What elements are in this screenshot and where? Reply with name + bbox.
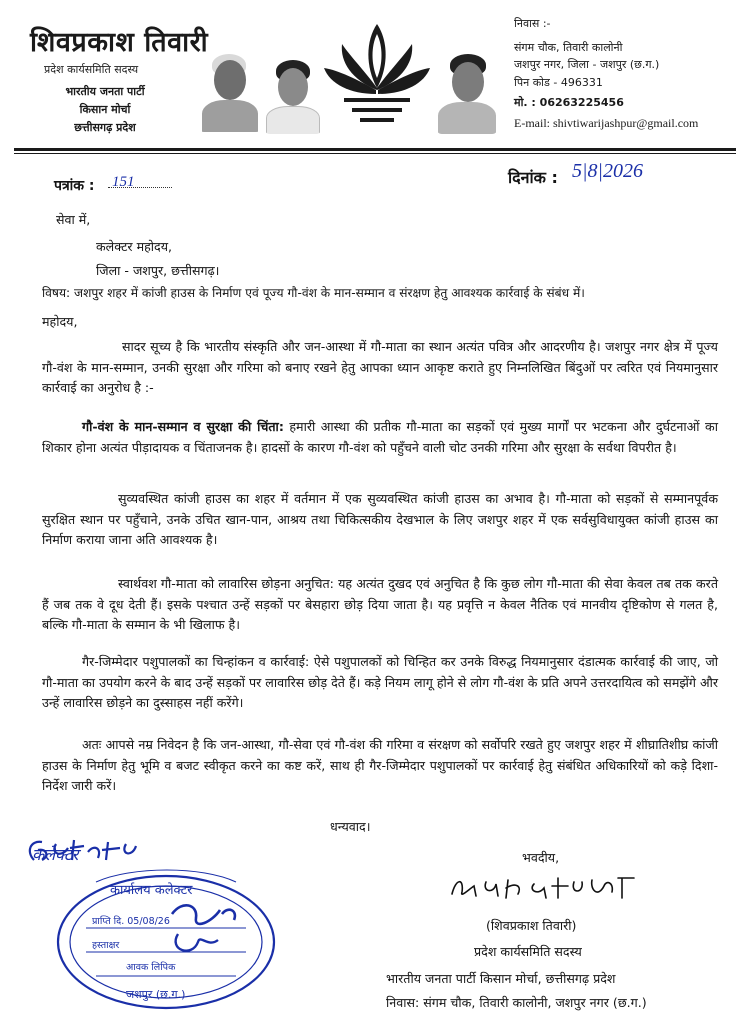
portrait-photo [436, 50, 498, 134]
yours-faithfully: भवदीय, [522, 850, 560, 865]
thanks: धन्यवाद। [330, 819, 371, 834]
mobile-number: मो. : 06263225456 [514, 96, 624, 109]
address-line-1: संगम चौक, तिवारी कालोनी [514, 41, 623, 54]
svg-text:प्राप्ति दि. 05/08/26: प्राप्ति दि. 05/08/26 [92, 916, 170, 927]
greeting: महोदय, [42, 314, 78, 329]
signatory-address: निवास: संगम चौक, तिवारी कालोनी, जशपुर नगर (छ.ग.) [386, 995, 647, 1010]
portrait-photo [198, 44, 262, 132]
ref-dotted-line [108, 187, 172, 188]
email-address: E-mail: shivtiwarijashpur@gmail.com [514, 116, 699, 130]
signatory-designation: प्रदेश कार्यसमिति सदस्य [474, 944, 582, 959]
address-heading: निवास :- [514, 17, 551, 30]
signatory-organisation: भारतीय जनता पार्टी किसान मोर्चा, छत्तीसगढ़ प्रदेश [386, 971, 616, 986]
svg-text:आवक लिपिक: आवक लिपिक [126, 962, 176, 973]
org-line-3: छत्तीसगढ़ प्रदेश [74, 121, 136, 134]
paragraph-point-3 [42, 574, 718, 636]
paragraph-point-4 [42, 652, 718, 714]
date-value: 5|8|2026 [572, 160, 643, 182]
header-divider-thin [14, 153, 736, 154]
ref-number: 151 [112, 174, 135, 190]
paragraph-point-2 [42, 489, 718, 551]
svg-text:हस्ताक्षर: हस्ताक्षर [92, 940, 120, 951]
subject-line: विषय: जशपुर शहर में कांजी हाउस के निर्माण एवं पूज्य गौ-वंश के मान-सम्मान व संरक्षण हेतु आवश्यक कार्रवाई के संबंध में। [42, 286, 585, 300]
to-line: सेवा में, [56, 212, 91, 227]
point-heading: गौ-वंश के मान-सम्मान व सुरक्षा की चिंता: [82, 419, 284, 434]
portrait-photo [264, 58, 322, 134]
letterhead [0, 0, 750, 152]
org-line-1: भारतीय जनता पार्टी [65, 85, 145, 98]
paragraph-text: यह अत्यंत दुखद एवं अनुचित है कि कुछ लोग गौ-माता की सेवा केवल तब तक करते हैं जब तक वे दूध देती हैं। इसके पश्चात उन्हें सड़कों पर बेसहारा छोड़ दिया जाता है। यह प्रवृत्ति न केवल नैतिक एवं मानवीय दृष्टिकोण से गलत है, बल्कि गौ-माता के सम्मान के भी खिलाफ है। [42, 576, 718, 632]
signatory-name: (शिवप्रकाश तिवारी) [486, 918, 577, 933]
paragraph-point-1 [42, 417, 718, 458]
svg-text:कलेक्टर: कलेक्टर [32, 845, 79, 864]
paragraph-request [42, 735, 718, 797]
paragraph-text: अतः आपसे नम्र निवेदन है कि जन-आस्था, गौ-सेवा एवं गौ-वंश की गरिमा व संरक्षण को सर्वोपरि रखते हुए जशपुर शहर में शीघ्रातिशीघ्र कांजी हाउस के निर्माण हेतु भूमि व बजट स्वीकृत करने का कष्ट करें, साथ ही गैर-जिम्मेदार पशुपालकों पर कार्रवाई हेतु संबंधित अधिकारियों को कड़े दिशा-निर्देश जारी करें। [42, 737, 718, 793]
point-heading: सुव्यवस्थित कांजी हाउस का शहर में [118, 491, 289, 506]
lotus-logo-icon [318, 18, 436, 136]
org-line-2: किसान मोर्चा [79, 103, 131, 116]
address-line-2: जशपुर नगर, जिला - जशपुर (छ.ग.) [514, 58, 660, 71]
paragraph-intro [42, 337, 718, 399]
svg-text:कार्यालय कलेक्टर: कार्यालय कलेक्टर [110, 883, 193, 898]
svg-text:जशपुर (छ.ग.): जशपुर (छ.ग.) [126, 988, 186, 1001]
address-line-3: पिन कोड - 496331 [514, 76, 603, 89]
ref-label: पत्रांक : [54, 178, 95, 194]
paragraph-text: ऐसे पशुपालकों को चिन्हित कर उनके विरुद्ध नियमानुसार दंडात्मक कार्रवाई की जाए, जो गौ-माता का उपयोग करने के बाद उन्हें सड़कों पर लावारिस छोड़ देते हैं। कड़े नियम लागू होने से लोग गौ-वंश के प्रति अपने उत्तरदायित्व को समझेंगे और उन्हें लावारिस छोड़ने का दुस्साहस नहीं करेंगे। [42, 654, 718, 710]
addressee: कलेक्टर महोदय, [96, 239, 173, 254]
paragraph-text: हमारी आस्था की प्रतीक गौ-माता का सड़कों एवं मुख्य मार्गों पर भटकना और दुर्घटनाओं का शिकार होना अत्यंत पीड़ादायक व चिंताजनक है। हादसों के कारण गौ-वंश को पहुँचने वाली चोट उनकी गरिमा और सुरक्षा के सर्वथा विपरीत है। [42, 419, 718, 455]
office-receipt-stamp [22, 830, 282, 1015]
date-label: दिनांक : [508, 168, 558, 187]
paragraph-text: वर्तमान में एक सुव्यवस्थित कांजी हाउस का अभाव है। गौ-माता को सड़कों से सम्मानपूर्वक सुरक्षित स्थान पर पहुँचाने, उनके उचित खान-पान, आश्रय तथा चिकित्सकीय देखभाल के लिए जशपुर शहर में एक सर्वसुविधायुक्त कांजी हाउस का निर्माण कराया जाना अति आवश्यक है। [42, 491, 718, 547]
addressee-location: जिला - जशपुर, छत्तीसगढ़। [96, 263, 220, 278]
paragraph-text: सादर सूच्य है कि भारतीय संस्कृति और जन-आस्था में गौ-माता का स्थान अत्यंत पवित्र और आदरणीय है। जशपुर नगर क्षेत्र में पूज्य गौ-वंश के मान-सम्मान, उनकी सुरक्षा और गरिमा को बनाए रखने हेतु आपका ध्यान आकृष्ट कराते हुए निम्नलिखित बिंदुओं पर त्वरित एवं नियमानुसार कार्रवाई का अनुरोध है :- [42, 339, 718, 395]
header-divider [14, 148, 736, 151]
point-heading: स्वार्थवश गौ-माता को लावारिस छोड़ना अनुचित: [118, 576, 334, 591]
sender-name: शिवप्रकाश तिवारी [30, 27, 209, 58]
point-heading: गैर-जिम्मेदार पशुपालकों का चिन्हांकन व कार्रवाई: [82, 654, 310, 669]
sender-designation: प्रदेश कार्यसमिति सदस्य [44, 63, 139, 76]
handwritten-signature [446, 868, 646, 908]
